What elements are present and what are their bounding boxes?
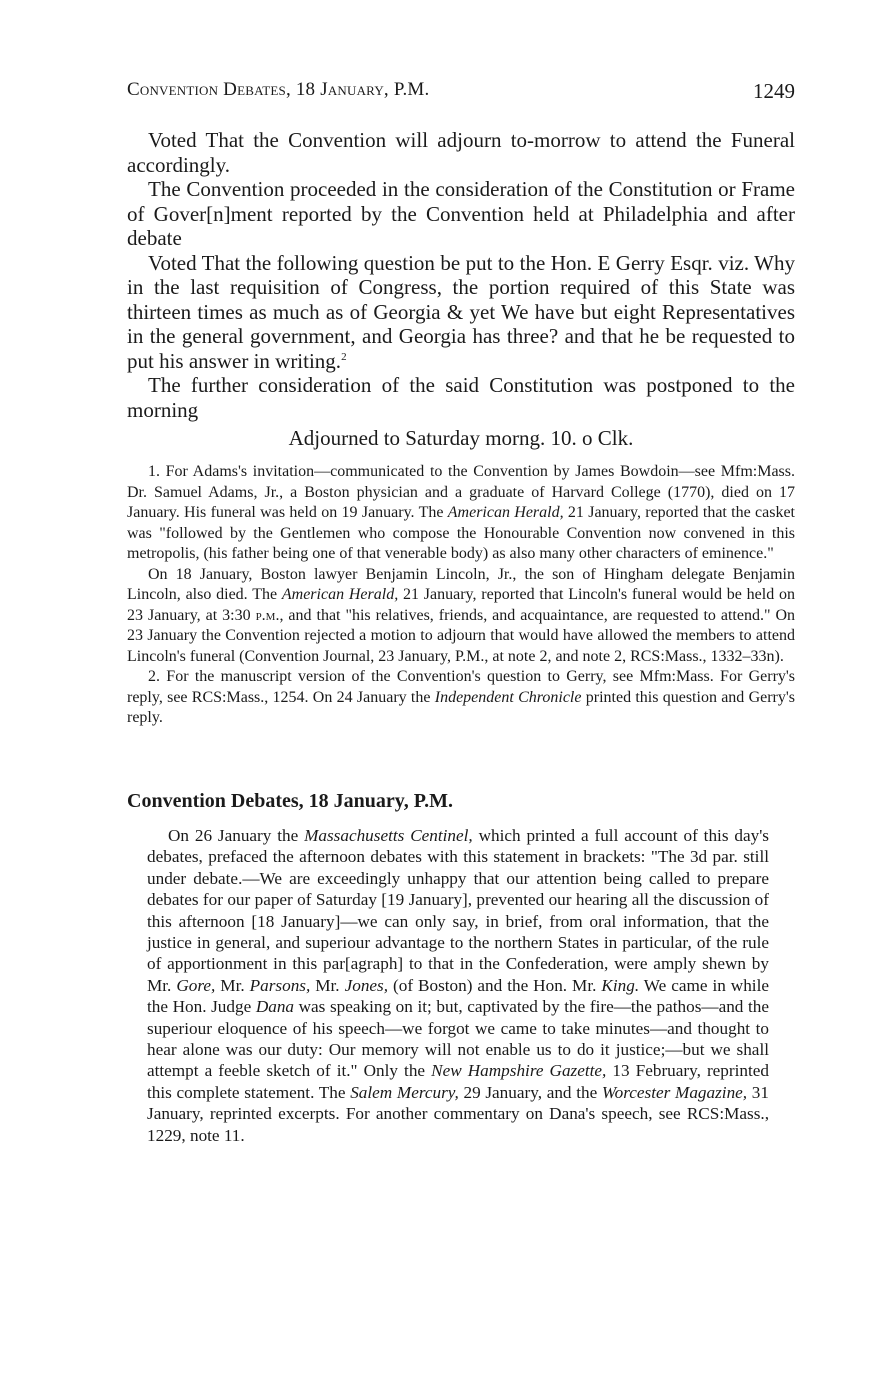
page-header <box>127 79 795 109</box>
footnote-1-text-a: 1. For Adams's invitation—communicated to the Convention by James Bowdoin—see Mfm:Mass. Dr. Samuel Adams, Jr., a Boston physician and a graduate of Harvard College (1770), died on 17 January. His funeral was held on 19 January. The <box>127 463 795 521</box>
footnote-2-italic: Independent Chronicle <box>434 688 582 706</box>
section-text-8: 13 February, reprinted this complete statement. The <box>147 1061 769 1102</box>
running-head <box>127 79 429 101</box>
newspaper-massachusetts-centinel: Massachusetts Centinel, <box>304 826 473 845</box>
running-head-part1: Convention Debates, 18 <box>127 79 321 100</box>
adjourned-line: Adjourned to Saturday morng. 10. o Clk. <box>288 426 634 450</box>
section-text-2: which printed a full account of this day's debates, prefaced the afternoon debates with this statement in brackets: "The 3d par. still under debate.—We are exceedingly unhappy that our attention being called to prepare debates for our paper of Saturday [19 January], prevented our hearing all the discussion of this afternoon [18 January]—we can only say, in brief, from oral information, that the justice in general, and superiour advantage to the northern States in particular, of the rule of apportionment in this par[agraph] to that in the Confederation, were amply shewn by Mr. <box>147 826 769 995</box>
name-gore: Gore, <box>176 975 216 995</box>
section-text-3: Mr. <box>215 975 250 995</box>
footnote-1c-text-b: 21 January, reported that Lincoln's funeral would be held on 23 January, at 3:30 <box>127 586 795 624</box>
main-paragraph-3 <box>127 251 795 374</box>
section-paragraph <box>147 825 769 1146</box>
name-jones: Jones, <box>344 975 389 995</box>
section-text-4: Mr. <box>310 975 345 995</box>
section-body <box>147 825 769 1146</box>
footnote-2-text-b: printed this question and Gerry's reply. <box>127 688 795 726</box>
footnote-ref-2: 2 <box>341 350 347 363</box>
newspaper-new-hampshire-gazette: New Hampshire Gazette, <box>431 1061 607 1081</box>
main-paragraph-1: Voted That the Convention will adjourn to-morrow to attend the Funeral accordingly. <box>127 128 795 177</box>
newspaper-worcester-magazine: Worcester Magazine, <box>601 1082 748 1102</box>
footnote-2-text-a: 2. For the manuscript version of the Convention's question to Gerry, see Mfm:Mass. For Gerry's reply, see RCS:Mass., 1254. On 24 January the <box>127 668 795 706</box>
section-heading: Convention Debates, 18 January, P.M. <box>127 790 453 812</box>
footnote-1-text-b: 21 January, reported that the casket was "followed by the Gentlemen who compose the Honourable Convention now convened in this metropolis, (his father being one of that venerable body) as also many other characters of eminence." <box>127 504 795 562</box>
newspaper-salem-mercury: Salem Mercury, <box>350 1082 459 1102</box>
footnote-1-continued <box>127 565 795 668</box>
footnotes <box>127 462 795 729</box>
name-king: King. <box>601 975 640 995</box>
footnote-1c-italic: American Herald, <box>281 586 399 603</box>
main-paragraph-4: The further consideration of the said Constitution was postponed to the morning <box>127 373 795 422</box>
name-parsons: Parsons, <box>249 975 311 995</box>
footnote-1 <box>127 462 795 565</box>
footnote-1c-text-a: On 18 January, Boston lawyer Benjamin Lincoln, Jr., the son of Hingham delegate Benjamin Lincoln, also died. The <box>127 565 795 603</box>
main-paragraph-3-text: Voted That the following question be put to the Hon. E Gerry Esqr. viz. Why in the last requisition of Congress, the portion required of this State was thirteen times as much as of Georgia & yet We have but eight Representatives in the general government, and Georgia has three? and that he be requested to put his answer in writing. <box>127 250 795 373</box>
footnote-1c-pm: p.m. <box>255 606 280 624</box>
section-text-9: 29 January, and the <box>458 1082 602 1102</box>
footnote-1c-text-c: , and that "his relatives, friends, and acquaintance, are requested to attend." On 23 January the Convention rejected a motion to adjourn that would have allowed the members to attend Lincoln's funeral (Convention Journal, 23 January, P.M., at note 2, and note 2, RCS:Mass., 1332–33n). <box>127 606 795 665</box>
section-text-5: (of Boston) and the Hon. Mr. <box>388 975 602 995</box>
running-head-part2: January, <box>320 79 394 100</box>
main-text <box>127 128 795 451</box>
footnote-2 <box>127 667 795 729</box>
footnote-1-italic: American Herald, <box>447 504 564 521</box>
main-paragraph-2: The Convention proceeded in the consideration of the Constitution or Frame of Gover[n]ment reported by the Convention held at Philadelphia and after debate <box>127 177 795 250</box>
section-text-7: was speaking on it; but, captivated by the fire—the pathos—and the superiour eloquence of his speech—we forgot we came to take minutes—and thought to hear alone was our duty: Our memory will not enable us to do it justice;—but we shall attempt a feeble sketch of it." Only the <box>147 997 769 1081</box>
section-text-1: On 26 January the <box>168 826 305 845</box>
name-dana: Dana <box>255 997 295 1017</box>
running-head-part3: P.M. <box>393 79 430 100</box>
section-text-10: 31 January, reprinted excerpts. For another commentary on Dana's speech, see RCS:Mass., 1229, note 11. <box>147 1082 769 1145</box>
section-text-6: We came in while the Hon. Judge <box>147 975 769 1017</box>
page-number: 1249 <box>753 79 795 103</box>
